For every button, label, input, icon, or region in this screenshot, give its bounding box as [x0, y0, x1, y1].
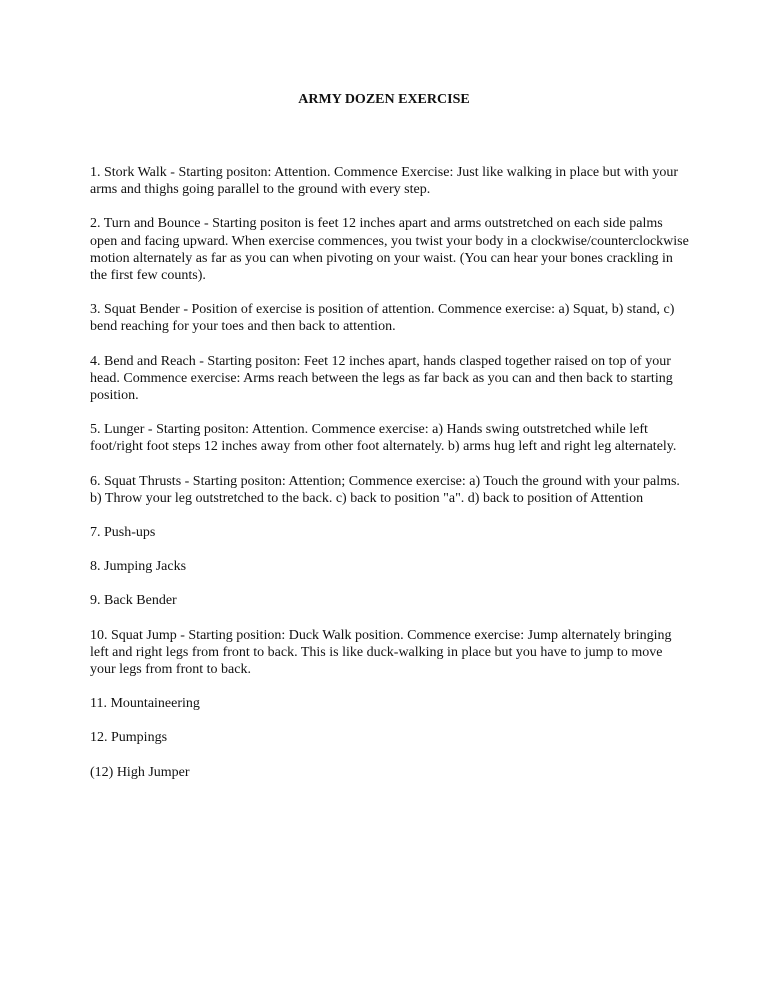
exercise-squat-thrusts: 6. Squat Thrusts - Starting positon: Attention; Commence exercise: a) Touch the ground with your palms. b) Throw your leg outstretched to the back. c) back to position "a". d) back to position of Attention — [90, 473, 680, 506]
exercise-back-bender: 9. Back Bender — [90, 593, 177, 609]
exercise-stork-walk: 1. Stork Walk - Starting positon: Attention. Commence Exercise: Just like walking in place but with your arms and thighs going parallel to the ground with every step. — [90, 165, 679, 198]
exercise-squat-jump: 10. Squat Jump - Starting position: Duck Walk position. Commence exercise: Jump alternately bringing left and right legs from front to back. This is like duck-walking in place but you have to jump to move your legs from front to back. — [90, 627, 672, 678]
exercise-squat-bender: 3. Squat Bender - Position of exercise is position of attention. Commence exercise: a) Squat, b) stand, c) bend reaching for your toes and then back to attention. — [90, 302, 675, 335]
exercise-turn-and-bounce: 2. Turn and Bounce - Starting positon is feet 12 inches apart and arms outstretched on each side palms open and facing upward. When exercise commences, you twist your body in a clockwise/counterclockwise motion alternately as far as you can when pivoting on your waist. (You can hear your bones crackling in the first few counts). — [90, 216, 689, 284]
exercise-bend-and-reach: 4. Bend and Reach - Starting positon: Feet 12 inches apart, hands clasped together raised on top of your head. Commence exercise: Arms reach between the legs as far back as you can and then back to starting position. — [90, 353, 673, 404]
exercise-high-jumper: (12) High Jumper — [90, 764, 190, 780]
exercise-lunger: 5. Lunger - Starting positon: Attention. Commence exercise: a) Hands swing outstretched while left foot/right foot steps 12 inches away from other foot alternately. b) arms hug left and right leg alternately. — [90, 422, 677, 455]
exercise-mountaineering: 11. Mountaineering — [90, 696, 200, 712]
document-body — [90, 164, 690, 798]
exercise-pumpings: 12. Pumpings — [90, 730, 168, 746]
document-title: ARMY DOZEN EXERCISE — [298, 92, 470, 107]
exercise-jumping-jacks: 8. Jumping Jacks — [90, 559, 187, 575]
exercise-push-ups: 7. Push-ups — [90, 525, 156, 541]
